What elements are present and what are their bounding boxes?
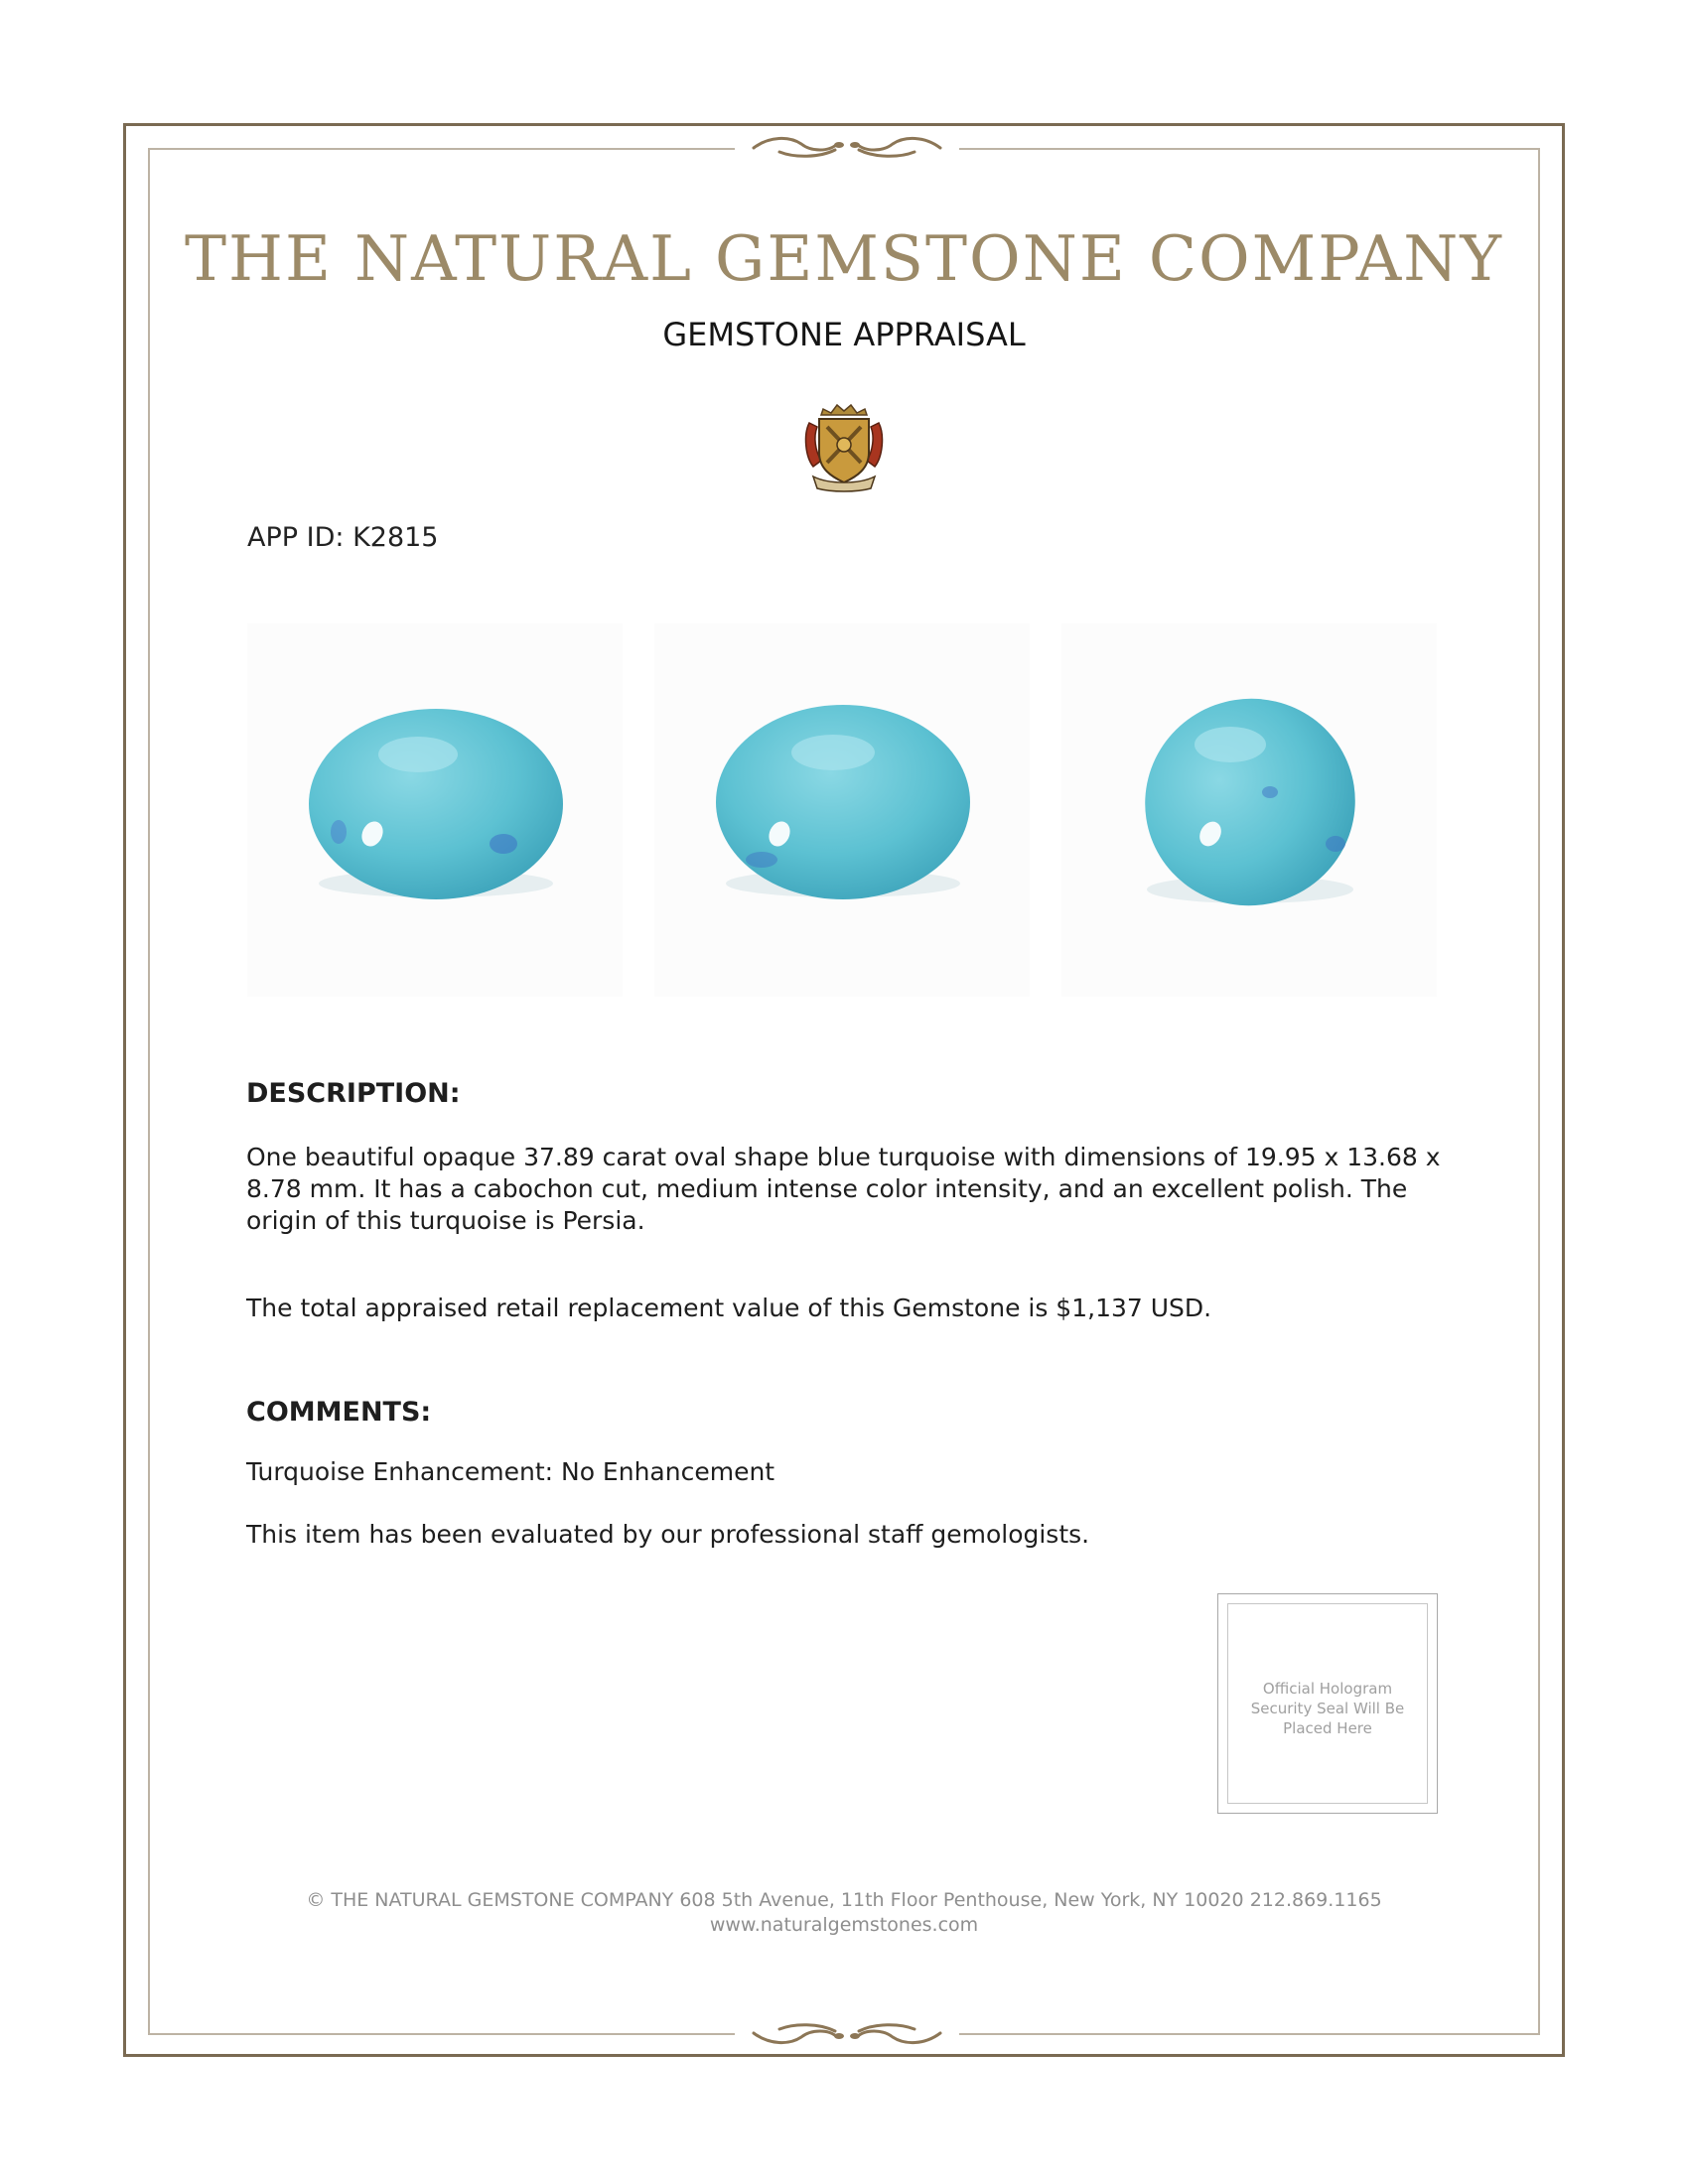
company-name: THE NATURAL GEMSTONE COMPANY bbox=[184, 222, 1504, 295]
app-id bbox=[247, 522, 438, 553]
description-text: One beautiful opaque 37.89 carat oval shape blue turquoise with dimensions of 19.95 x 13.68 x 8.78 mm. It has a cabochon cut, medium intense color intensity, and an excellent polish. The origin of this turquoise is Persia. bbox=[246, 1143, 1441, 1235]
gemstone-photo-2 bbox=[654, 623, 1030, 997]
seal-inner-border bbox=[1227, 1603, 1428, 1804]
gemstone-photo-3 bbox=[1061, 623, 1437, 997]
evaluation-comment: This item has been evaluated by our professional staff gemologists. bbox=[246, 1520, 1090, 1549]
turquoise-cabochon-icon bbox=[247, 623, 623, 997]
description-heading: DESCRIPTION: bbox=[246, 1078, 461, 1109]
gemstone-photo-1 bbox=[247, 623, 623, 997]
enhancement-comment: Turquoise Enhancement: No Enhancement bbox=[246, 1457, 775, 1486]
company-crest-logo bbox=[799, 401, 889, 494]
appraised-value-statement: The total appraised retail replacement value of this Gemstone is $1,137 USD. bbox=[246, 1294, 1212, 1322]
inner-border-bottom-right bbox=[959, 2033, 1540, 2035]
top-flourish-ornament bbox=[750, 130, 944, 164]
footer-website[interactable]: www.naturalgemstones.com bbox=[709, 1914, 979, 1936]
seal-placeholder-text: Official Hologram Security Seal Will Be Placed Here bbox=[1250, 1680, 1405, 1737]
app-id-label: APP ID: bbox=[247, 522, 345, 553]
hologram-seal-placeholder bbox=[1217, 1593, 1438, 1814]
footer-address: © THE NATURAL GEMSTONE COMPANY 608 5th Avenue, 11th Floor Penthouse, New York, NY 10020 212.869.1165 bbox=[306, 1889, 1382, 1911]
inner-border-left bbox=[148, 148, 150, 2035]
inner-border-top-right bbox=[959, 148, 1540, 150]
turquoise-cabochon-icon bbox=[1061, 623, 1437, 997]
comments-heading: COMMENTS: bbox=[246, 1397, 432, 1428]
document-title: GEMSTONE APPRAISAL bbox=[662, 316, 1026, 353]
bottom-flourish-ornament bbox=[750, 2017, 944, 2051]
inner-border-top-left bbox=[148, 148, 735, 150]
app-id-value: K2815 bbox=[352, 522, 439, 553]
inner-border-bottom-left bbox=[148, 2033, 735, 2035]
inner-border-right bbox=[1538, 148, 1540, 2035]
turquoise-cabochon-icon bbox=[654, 623, 1030, 997]
